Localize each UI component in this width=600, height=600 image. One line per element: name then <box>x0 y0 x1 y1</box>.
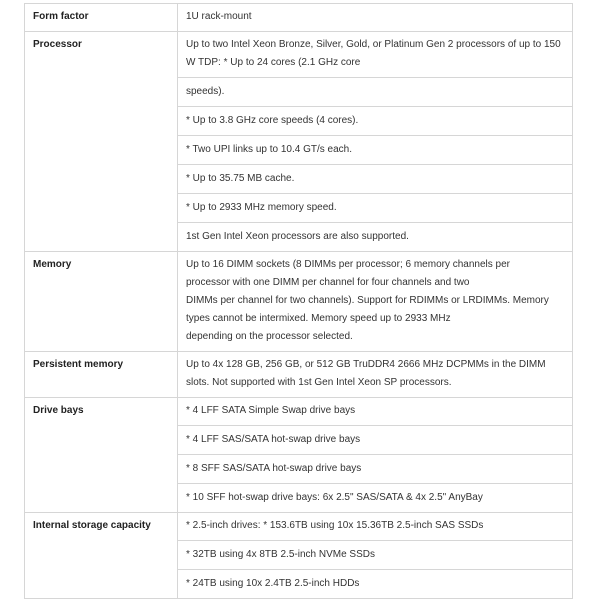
row-label-processor: Processor <box>25 32 178 252</box>
table-row <box>25 252 573 352</box>
row-label-form-factor: Form factor <box>25 4 178 32</box>
table-row <box>25 398 573 513</box>
table-row <box>25 513 573 599</box>
value-line: * 24TB using 10x 2.4TB 2.5-inch HDDs <box>178 569 572 593</box>
value-line: * 2.5-inch drives: * 153.6TB using 10x 15.36TB 2.5-inch SAS SSDs <box>186 520 484 531</box>
value-line: Up to 4x 128 GB, 256 GB, or 512 GB TruDDR4 2666 MHz DCPMMs in the DIMM <box>186 359 546 370</box>
row-label-memory: Memory <box>25 252 178 352</box>
value-line: depending on the processor selected. <box>186 331 353 342</box>
table-row <box>25 32 573 252</box>
table-row <box>25 4 573 32</box>
value-line: types cannot be intermixed. Memory speed up to 2933 MHz <box>186 313 451 324</box>
value-line: 1U rack-mount <box>186 11 252 22</box>
value-line: * Two UPI links up to 10.4 GT/s each. <box>178 135 572 164</box>
value-line: slots. Not supported with 1st Gen Intel Xeon SP processors. <box>186 377 452 388</box>
row-label-internal-storage-capacity: Internal storage capacity <box>25 513 178 599</box>
value-line: * 8 SFF SAS/SATA hot-swap drive bays <box>178 454 572 483</box>
value-line: Up to 16 DIMM sockets (8 DIMMs per processor; 6 memory channels per <box>186 259 510 270</box>
row-label-drive-bays: Drive bays <box>25 398 178 513</box>
value-line: * Up to 3.8 GHz core speeds (4 cores). <box>178 106 572 135</box>
specifications-table <box>24 3 573 599</box>
row-value-drive-bays <box>178 398 573 513</box>
row-value-processor <box>178 32 573 252</box>
value-line: DIMMs per channel for two channels). Support for RDIMMs or LRDIMMs. Memory <box>186 295 549 306</box>
value-line: 1st Gen Intel Xeon processors are also supported. <box>178 222 572 246</box>
value-line: * 4 LFF SAS/SATA hot-swap drive bays <box>178 425 572 454</box>
row-value-persistent-memory <box>178 352 573 398</box>
row-value-memory <box>178 252 573 352</box>
value-line: processor with one DIMM per channel for four channels and two <box>186 277 470 288</box>
row-value-internal-storage-capacity <box>178 513 573 599</box>
value-line: * 10 SFF hot-swap drive bays: 6x 2.5" SAS/SATA & 4x 2.5" AnyBay <box>178 483 572 507</box>
value-line: * Up to 35.75 MB cache. <box>178 164 572 193</box>
row-label-persistent-memory: Persistent memory <box>25 352 178 398</box>
value-line: * 32TB using 4x 8TB 2.5-inch NVMe SSDs <box>178 540 572 569</box>
value-line: * Up to 2933 MHz memory speed. <box>178 193 572 222</box>
value-line: * 4 LFF SATA Simple Swap drive bays <box>186 405 356 416</box>
value-line: Up to two Intel Xeon Bronze, Silver, Gold, or Platinum Gen 2 processors of up to 150 W TDP: * Up to 24 cores (2.1 GHz core <box>186 39 561 68</box>
row-value-form-factor <box>178 4 573 32</box>
value-line: speeds). <box>178 77 572 106</box>
table-row <box>25 352 573 398</box>
